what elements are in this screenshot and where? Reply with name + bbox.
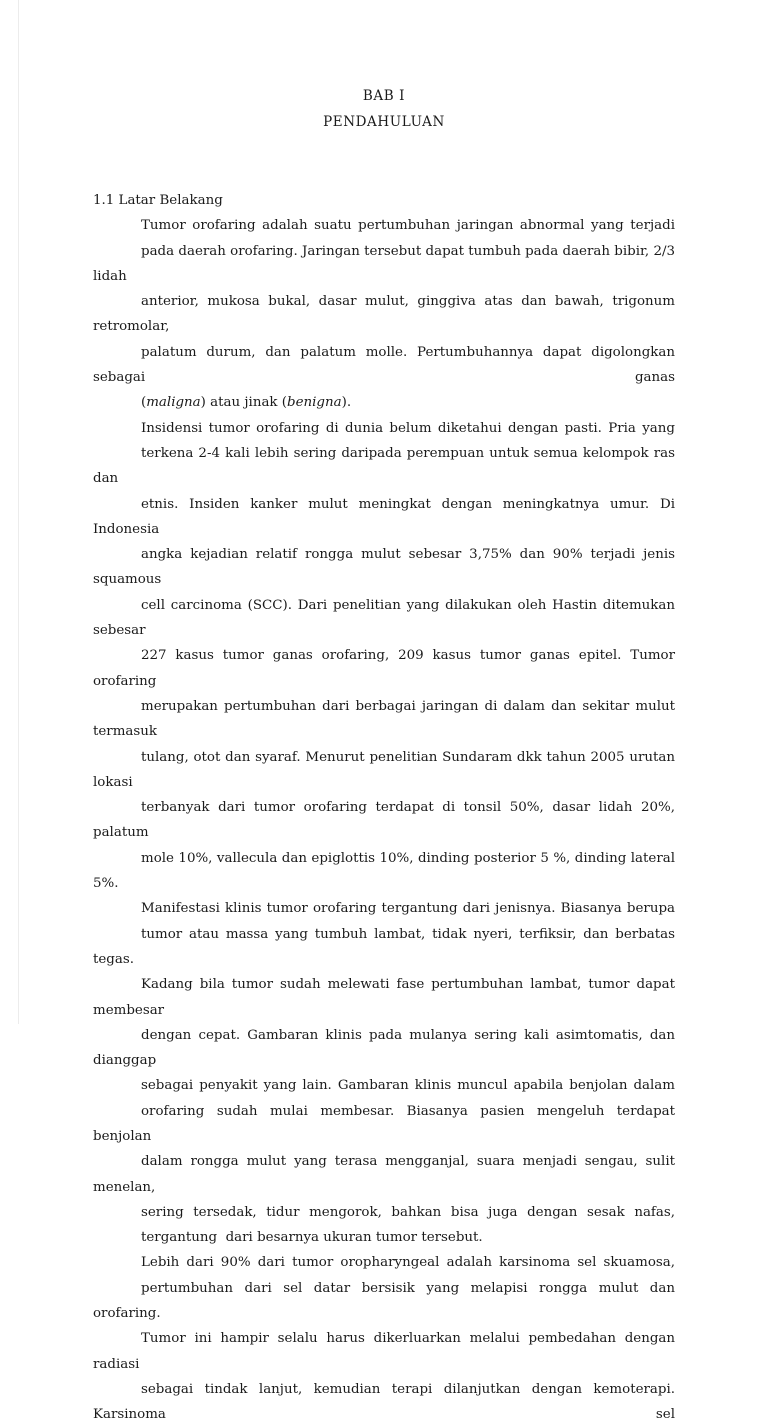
text-line: tulang, otot dan syaraf. Menurut penelitian Sundaram dkk tahun 2005 urutan lokasi xyxy=(93,749,675,790)
text-line: mole 10%, vallecula dan epiglottis 10%, dinding posterior 5 %, dinding lateral 5%. xyxy=(93,850,675,892)
text-line: angka kejadian relatif rongga mulut sebesar 3,75% dan 90% terjadi jenis squamous xyxy=(93,547,675,588)
text-line: tergantung dari besarnya ukuran tumor tersebut. xyxy=(141,1230,483,1246)
text-run: ( xyxy=(141,395,147,411)
text-line: sering tersedak, tidur mengorok, bahkan bisa juga dengan sesak nafas, xyxy=(141,1204,675,1220)
text-line: sebagai penyakit yang lain. Gambaran klinis muncul apabila benjolan dalam xyxy=(141,1078,675,1094)
text-line: Manifestasi klinis tumor orofaring tergantung dari jenisnya. Biasanya berupa xyxy=(141,901,675,917)
text-line: sebagai tindak lanjut, kemudian terapi dilanjutkan dengan kemoterapi. Karsinoma sel xyxy=(93,1381,675,1423)
emphasis-maligna: maligna xyxy=(146,395,201,411)
paragraph-1 xyxy=(93,213,675,415)
text-line: Insidensi tumor orofaring di dunia belum diketahui dengan pasti. Pria yang xyxy=(141,420,675,436)
text-line: merupakan pertumbuhan dari berbagai jaringan di dalam dan sekitar mulut termasuk xyxy=(93,698,675,740)
text-run: ). xyxy=(341,395,352,411)
text-line: terkena 2-4 kali lebih sering daripada perempuan untuk semua kelompok ras dan xyxy=(93,445,675,487)
text-line: pada daerah orofaring. Jaringan tersebut dapat tumbuh pada daerah bibir, 2/3 lidah xyxy=(93,243,675,284)
text-line: anterior, mukosa bukal, dasar mulut, ginggiva atas dan bawah, trigonum retromolar, xyxy=(93,294,675,335)
text-line: terbanyak dari tumor orofaring terdapat di tonsil 50%, dasar lidah 20%, palatum xyxy=(93,800,675,841)
text-line: palatum durum, dan palatum molle. Pertumbuhannya dapat digolongkan sebagai ganas xyxy=(93,344,675,386)
text-line-last xyxy=(93,390,675,415)
chapter-title: PENDAHULUAN xyxy=(323,114,445,130)
text-line: 227 kasus tumor ganas orofaring, 209 kasus tumor ganas epitel. Tumor orofaring xyxy=(93,648,675,689)
paragraph-4 xyxy=(93,1250,675,1427)
chapter-number: BAB I xyxy=(362,88,406,104)
text-line: dengan cepat. Gambaran klinis pada mulanya sering kali asimtomatis, dan dianggap xyxy=(93,1027,675,1069)
section-heading: 1.1 Latar Belakang xyxy=(93,193,223,208)
text-line: dalam rongga mulut yang terasa mengganjal, suara menjadi sengau, sulit menelan, xyxy=(93,1154,675,1195)
text-line: Kadang bila tumor sudah melewati fase pertumbuhan lambat, tumor dapat membesar xyxy=(93,977,675,1018)
text-run: ) atau jinak ( xyxy=(200,395,288,411)
text-line: pertumbuhan dari sel datar bersisik yang melapisi rongga mulut dan orofaring. xyxy=(93,1280,675,1322)
text-line: orofaring sudah mulai membesar. Biasanya pasien mengeluh terdapat benjolan xyxy=(93,1103,675,1144)
paragraph-3 xyxy=(93,896,675,1250)
text-line: etnis. Insiden kanker mulut meningkat dengan meningkatnya umur. Di Indonesia xyxy=(93,496,675,537)
document-body xyxy=(93,188,675,1428)
text-line: Tumor ini hampir selalu harus dikerluarkan melalui pembedahan dengan radiasi xyxy=(93,1331,675,1372)
paragraph-2 xyxy=(93,416,675,897)
text-line: Tumor orofaring adalah suatu pertumbuhan jaringan abnormal yang terjadi xyxy=(141,218,675,234)
text-line: cell carcinoma (SCC). Dari penelitian yang dilakukan oleh Hastin ditemukan sebesar xyxy=(93,597,675,639)
text-line: Lebih dari 90% dari tumor oropharyngeal adalah karsinoma sel skuamosa, xyxy=(141,1255,675,1271)
emphasis-benigna: benigna xyxy=(287,395,342,411)
page-edge-shadow xyxy=(18,0,19,1024)
text-line: tumor atau massa yang tumbuh lambat, tidak nyeri, terfiksir, dan berbatas tegas. xyxy=(93,926,675,967)
